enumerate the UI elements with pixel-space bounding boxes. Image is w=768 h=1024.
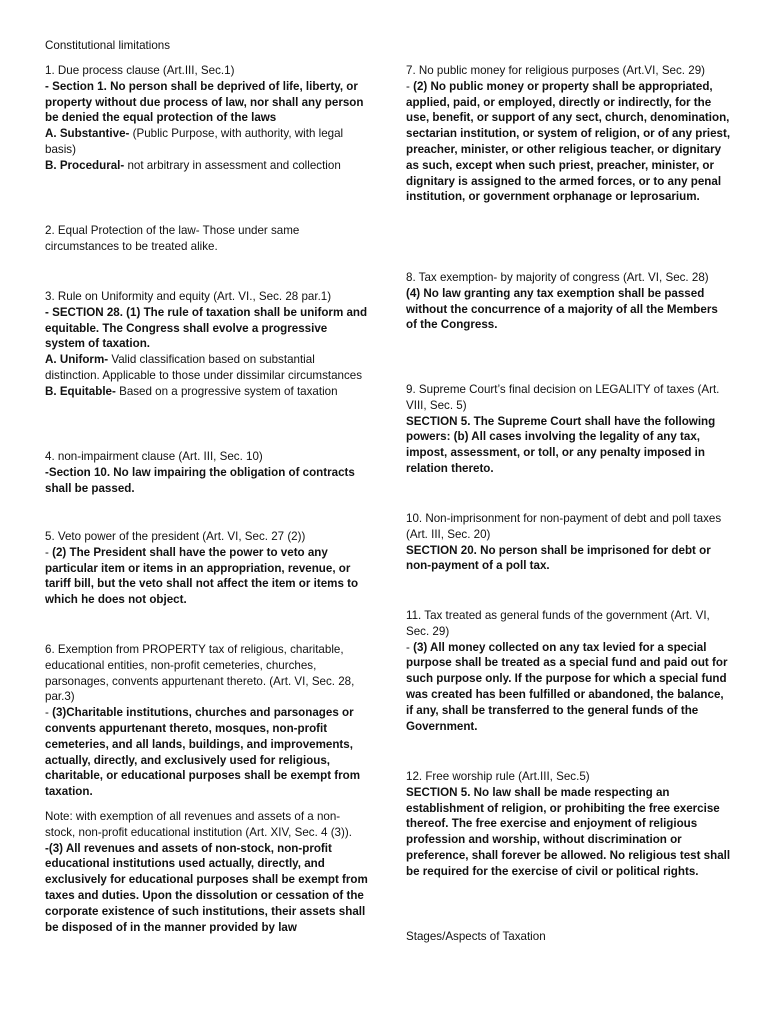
sub-item-a: A. Substantive- (Public Purpose, with authority, with legal basis) <box>45 127 344 156</box>
section-general-funds <box>406 608 731 734</box>
note-text: -(3) All revenues and assets of non-stock, non-profit educational institutions used actually, directly, and exclusively for educational purposes shall be exempt from taxes and duties. Upon the dissolution or cessation of the corporate existence of such institutions, their assets shall be disposed of in the manner provided by law <box>45 841 368 934</box>
section-text: - Section 1. No person shall be deprived of life, liberty, or property without due process of law, nor shall any person be denied the equal protection of the laws <box>45 79 364 125</box>
section-title: 4. non-impairment clause (Art. III, Sec. 10) <box>45 450 263 463</box>
section-title: 7. No public money for religious purposes (Art.VI, Sec. 29) <box>406 64 705 77</box>
section-equal-protection <box>45 223 370 255</box>
section-due-process <box>45 63 370 174</box>
section-text: - (3) All money collected on any tax levied for a special purpose shall be treated as a special fund and paid out for such purpose only. If the purpose for which a special fund was created has been fulfilled or abandoned, the balance, if any, shall be transferred to the general funds of the Government. <box>406 640 728 733</box>
section-text: SECTION 5. No law shall be made respecting an establishment of religion, or prohibiting the free exercise thereof. The free exercise and enjoyment of religious profession and worship, without discrimination or preference, shall forever be allowed. No religious test shall be required for the exercise of civil or political rights. <box>406 785 731 878</box>
section-tax-exemption <box>406 270 731 333</box>
section-non-imprisonment <box>406 511 731 574</box>
section-title: 12. Free worship rule (Art.III, Sec.5) <box>406 770 590 783</box>
section-text: (4) No law granting any tax exemption shall be passed without the concurrence of a majority of all the Members of the Congress. <box>406 286 718 332</box>
section-title: 3. Rule on Uniformity and equity (Art. VI., Sec. 28 par.1) <box>45 290 332 303</box>
sub-item-a: A. Uniform- Valid classification based on substantial distinction. Applicable to those under dissimilar circumstances <box>45 353 363 382</box>
section-title: 6. Exemption from PROPERTY tax of religious, charitable, educational entities, non-profit cemeteries, churches, parsonages, convents appurtenant thereto. (Art. VI, Sec. 28, par.3) <box>45 643 355 704</box>
stages-heading: Stages/Aspects of Taxation <box>406 930 546 943</box>
section-title: 11. Tax treated as general funds of the government (Art. VI, Sec. 29) <box>406 609 710 638</box>
section-text: -Section 10. No law impairing the obligation of contracts shall be passed. <box>45 465 355 495</box>
sub-item-b: B. Equitable- Based on a progressive system of taxation <box>45 384 338 398</box>
note-title: Note: with exemption of all revenues and assets of a non-stock, non-profit educational institution (Art. XIV, Sec. 4 (3)). <box>45 810 352 839</box>
section-title: 8. Tax exemption- by majority of congress (Art. VI, Sec. 28) <box>406 271 709 284</box>
section-text: - (3)Charitable institutions, churches and parsonages or convents appurtenant thereto, mosques, non-profit cemeteries, and all lands, buildings, and improvements, actually, directly, and exclusively used for religious, charitable, or educational purposes shall be exempt from taxation. <box>45 706 361 799</box>
document-heading: Constitutional limitations <box>45 39 171 52</box>
section-text: 2. Equal Protection of the law- Those under same circumstances to be treated alike. <box>45 224 300 253</box>
section-text: - (2) The President shall have the power to veto any particular item or items in an appropriation, revenue, or tariff bill, but the veto shall not affect the item or items to which he does not object. <box>45 545 359 607</box>
section-title: 5. Veto power of the president (Art. VI, Sec. 27 (2)) <box>45 530 306 543</box>
section-text: - (2) No public money or property shall be appropriated, applied, paid, or employed, directly or indirectly, for the use, benefit, or support of any sect, church, denomination, sectarian institution, or system of religion, or of any priest, preacher, minister, or other religious teacher, or dignitary as such, except when such priest, preacher, minister, or dignitary is assigned to the armed forces, or to any penal institution, or government orphanage or leprosarium. <box>406 79 731 204</box>
section-veto-power <box>45 529 370 608</box>
section-free-worship <box>406 769 731 880</box>
section-property-exemption <box>45 642 370 800</box>
sub-item-b: B. Procedural- not arbitrary in assessment and collection <box>45 158 341 172</box>
section-note <box>45 809 370 935</box>
section-text: - SECTION 28. (1) The rule of taxation shall be uniform and equitable. The Congress shall evolve a progressive system of taxation. <box>45 305 368 351</box>
section-public-money <box>406 63 731 205</box>
section-supreme-court <box>406 382 731 477</box>
section-uniformity <box>45 289 370 400</box>
section-text: SECTION 5. The Supreme Court shall have the following powers: (b) All cases involving the legality of any tax, impost, assessment, or toll, or any penalty imposed in relation thereto. <box>406 414 716 475</box>
section-title: 9. Supreme Court’s final decision on LEGALITY of taxes (Art. VIII, Sec. 5) <box>406 383 720 412</box>
section-title: 1. Due process clause (Art.III, Sec.1) <box>45 64 235 77</box>
section-text: SECTION 20. No person shall be imprisoned for debt or non-payment of a poll tax. <box>406 543 711 573</box>
section-title: 10. Non-imprisonment for non-payment of debt and poll taxes (Art. III, Sec. 20) <box>406 512 722 541</box>
section-non-impairment <box>45 449 370 496</box>
